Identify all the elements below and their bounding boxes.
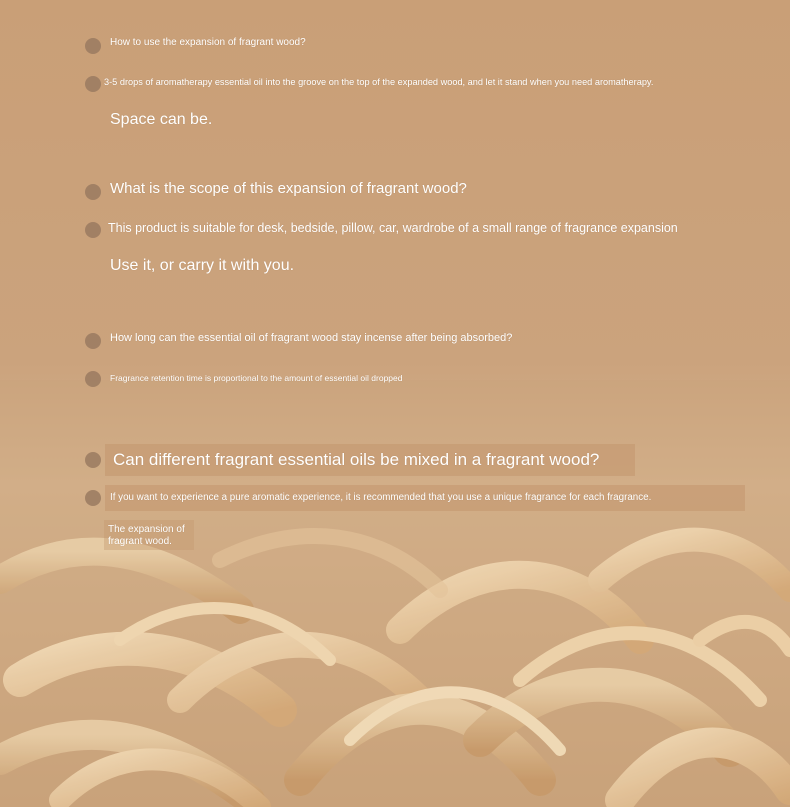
bullet-dot bbox=[85, 333, 101, 349]
faq-question-3: How long can the essential oil of fragrant wood stay incense after being absorbed? bbox=[110, 332, 513, 344]
bullet-dot bbox=[85, 222, 101, 238]
faq-answer-2: This product is suitable for desk, bedside, pillow, car, wardrobe of a small range of fragrance expansion bbox=[108, 221, 678, 235]
bullet-dot bbox=[85, 490, 101, 506]
bullet-dot bbox=[85, 184, 101, 200]
faq-question-4: Can different fragrant essential oils be mixed in a fragrant wood? bbox=[113, 450, 600, 469]
faq-answer-2-continuation: Use it, or carry it with you. bbox=[110, 257, 295, 274]
faq-question-2: What is the scope of this expansion of fragrant wood? bbox=[110, 180, 467, 197]
bullet-dot bbox=[85, 452, 101, 468]
faq-answer-4: If you want to experience a pure aromatic experience, it is recommended that you use a unique fragrance for each fragrance. bbox=[110, 492, 652, 503]
faq-answer-1-continuation: Space can be. bbox=[110, 111, 213, 128]
faq-answer-1: 3-5 drops of aromatherapy essential oil into the groove on the top of the expanded wood, and let it stand when you need aromatherapy. bbox=[104, 77, 654, 87]
bullet-dot bbox=[85, 76, 101, 92]
caption-line-1: The expansion of bbox=[108, 524, 185, 535]
caption-line-2: fragrant wood. bbox=[108, 536, 172, 547]
faq-answer-3: Fragrance retention time is proportional to the amount of essential oil dropped bbox=[110, 373, 403, 383]
bullet-dot bbox=[85, 38, 101, 54]
faq-question-1: How to use the expansion of fragrant wood? bbox=[110, 37, 306, 48]
bullet-dot bbox=[85, 371, 101, 387]
